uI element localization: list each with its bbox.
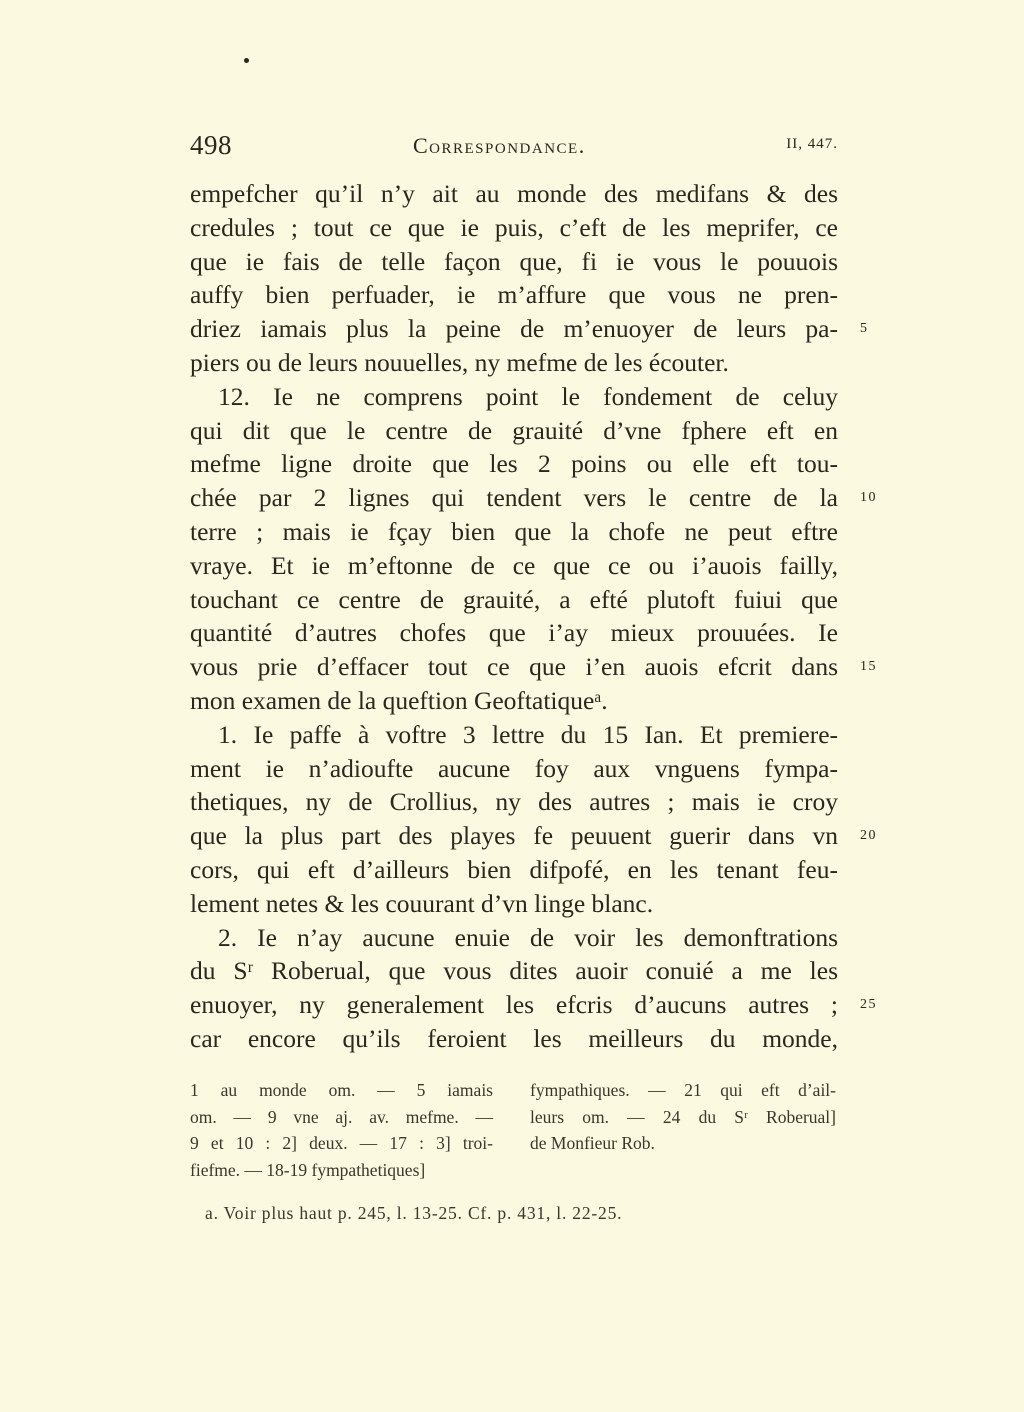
text-line: [190, 616, 838, 650]
line-number: 20: [860, 828, 877, 844]
text-line: [190, 245, 838, 279]
text-line-content: terre ; mais ie fçay bien que la chofe ne peut eftre: [190, 516, 838, 546]
text-line-content: empefcher qu’il n’y ait au monde des medifans & des: [190, 179, 838, 208]
text-line: [190, 684, 838, 718]
page-number: 498: [190, 130, 232, 160]
ink-speck: [244, 58, 249, 63]
text-line: [190, 954, 838, 988]
text-line-content: auffy bien perfuader, ie m’affure que vous ne pren-: [190, 280, 838, 310]
text-line: [190, 650, 877, 684]
text-line: [190, 819, 877, 853]
line-number: 5: [860, 321, 869, 337]
text-line-content: 1. Ie paffe à voftre 3 lettre du 15 Ian. Et premiere-: [218, 719, 838, 749]
variant-line: fympathiques. — 21 qui eft d’ail-: [530, 1080, 836, 1100]
text-line: [190, 583, 838, 617]
text-line-content: quantité d’autres chofes que i’ay mieux prouuées. Ie: [190, 618, 838, 648]
text-line-content: touchant ce centre de grauité, a efté plutoft fuiui que: [190, 584, 838, 614]
variants-column-left: [190, 1077, 493, 1183]
text-line: [190, 481, 877, 515]
text-line-content: 12. Ie ne comprens point le fondement de celuy: [218, 381, 838, 411]
running-header: [190, 130, 838, 164]
text-line-content: lement netes & les couurant d’vn linge blanc.: [190, 888, 654, 918]
variant-line: leurs om. — 24 du Sʳ Roberual]: [530, 1106, 836, 1127]
text-line: [190, 853, 838, 887]
text-line: [190, 447, 838, 481]
text-line-content: thetiques, ny de Crollius, ny des autres ; mais ie croy: [190, 787, 838, 817]
text-line: [190, 785, 838, 819]
text-line: [190, 414, 838, 448]
running-title: Correspondance.: [413, 133, 586, 158]
text-line-content: du Sʳ Roberual, que vous dites auoir conuié a me les: [190, 956, 838, 986]
variant-line: fiefme. — 18-19 fympathetiques]: [190, 1159, 426, 1180]
text-line-content: driez iamais plus la peine de m’enuoyer de leurs pa-: [190, 314, 838, 344]
footnote: a. Voir plus haut p. 245, l. 13-25. Cf. p. 431, l. 22-25.: [205, 1203, 623, 1223]
text-line: [190, 177, 838, 211]
text-line-content: mon examen de la queftion Geoftatiqueᵃ.: [190, 685, 608, 715]
text-line-content: que ie fais de telle façon que, fi ie vous le pouuois: [190, 246, 838, 276]
text-line-content: que la plus part des playes fe peuuent guerir dans vn: [190, 821, 838, 851]
text-line: [190, 380, 838, 414]
line-number: 15: [860, 659, 877, 675]
text-line: [190, 312, 869, 346]
variant-line: 1 au monde om. — 5 iamais: [190, 1080, 493, 1100]
text-line: [190, 515, 838, 549]
text-line: [190, 718, 838, 752]
text-line: [190, 346, 838, 380]
main-text: [190, 177, 877, 1056]
variants-column-right: [530, 1077, 836, 1157]
volume-reference: II, 447.: [786, 136, 838, 152]
text-line-content: car encore qu’ils feroient les meilleurs du monde,: [190, 1023, 838, 1053]
text-line-content: cors, qui eft d’ailleurs bien difpofé, en les tenant feu-: [190, 854, 838, 884]
text-line: [190, 1022, 838, 1056]
text-line-content: enuoyer, ny generalement les efcris d’aucuns autres ;: [190, 990, 838, 1020]
text-line-content: ment ie n’adioufte aucune foy aux vnguens fympa-: [190, 753, 838, 783]
text-line-content: mefme ligne droite que les 2 poins ou elle eft tou-: [190, 449, 838, 479]
variant-line: 9 et 10 : 2] deux. — 17 : 3] troi-: [190, 1133, 493, 1153]
text-line: [190, 988, 877, 1022]
line-number: 25: [860, 997, 877, 1013]
text-line-content: 2. Ie n’ay aucune enuie de voir les demonftrations: [218, 922, 838, 952]
line-number: 10: [860, 490, 877, 506]
text-line: [190, 887, 838, 921]
text-line: [190, 752, 838, 786]
text-line-content: chée par 2 lignes qui tendent vers le centre de la: [190, 483, 838, 513]
text-line: [190, 211, 838, 245]
text-line-content: vous prie d’effacer tout ce que i’en auois efcrit dans: [190, 652, 838, 682]
variant-line: de Monfieur Rob.: [530, 1133, 655, 1153]
text-line: [190, 921, 838, 955]
text-line: [190, 549, 838, 583]
text-line-content: credules ; tout ce que ie puis, c’eft de les meprifer, ce: [190, 212, 838, 242]
text-line-content: piers ou de leurs nouuelles, ny mefme de les écouter.: [190, 347, 729, 377]
variant-line: om. — 9 vne aj. av. mefme. —: [190, 1106, 493, 1127]
text-line-content: vraye. Et ie m’eftonne de ce que ce ou i’auois failly,: [190, 550, 838, 580]
text-line-content: qui dit que le centre de grauité d’vne fphere eft en: [190, 415, 838, 445]
text-line: [190, 278, 838, 312]
